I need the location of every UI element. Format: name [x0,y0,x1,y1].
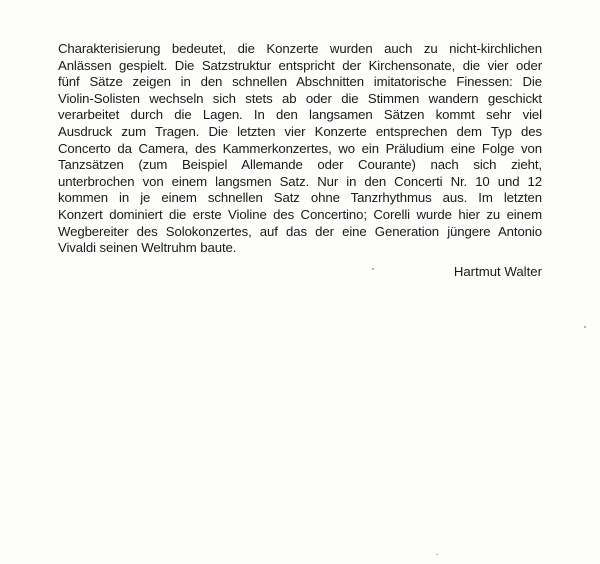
body-paragraph [58,41,542,257]
text-line: Vivaldi seinen Weltruhm baute. [58,240,237,256]
text-line: Ausdruck zum Tragen. Die letzten vier Konzerte entsprechen dem Typ des [58,123,542,139]
text-line: verarbeitet durch die Lagen. In den langsamen Sätzen kommt sehr viel [58,107,542,123]
scan-speck [436,554,438,555]
text-line: Wegbereiter des Solokonzertes, auf das der eine Generation jüngere Antonio [58,223,542,239]
scan-speck [584,326,586,328]
scan-speck [372,268,374,270]
text-line: Charakterisierung bedeutet, die Konzerte wurden auch zu nicht-kirchlichen [58,41,542,56]
text-line: Konzert dominiert die erste Violine des Concertino; Corelli wurde hier zu einem [58,206,542,222]
text-line: fünf Sätze zeigen in den schnellen Abschnitten imitatorische Finessen: Die [58,74,542,90]
text-line: Concerto da Camera, des Kammerkonzertes, wo ein Präludium eine Folge von [58,140,542,156]
author-signature: Hartmut Walter [453,264,542,279]
text-line: unterbrochen von einem langsmen Satz. Nur in den Concerti Nr. 10 und 12 [58,173,542,189]
text-line: Violin-Solisten wechseln sich stets ab oder die Stimmen wandern geschickt [58,90,542,106]
text-line: Tanzsätzen (zum Beispiel Allemande oder Courante) nach sich zieht, [58,157,542,173]
text-line: Anlässen gespielt. Die Satzstruktur entspricht der Kirchensonate, die vier oder [58,57,542,73]
text-line: kommen in je einem schnellen Satz ohne Tanzrhythmus aus. Im letzten [58,190,542,206]
